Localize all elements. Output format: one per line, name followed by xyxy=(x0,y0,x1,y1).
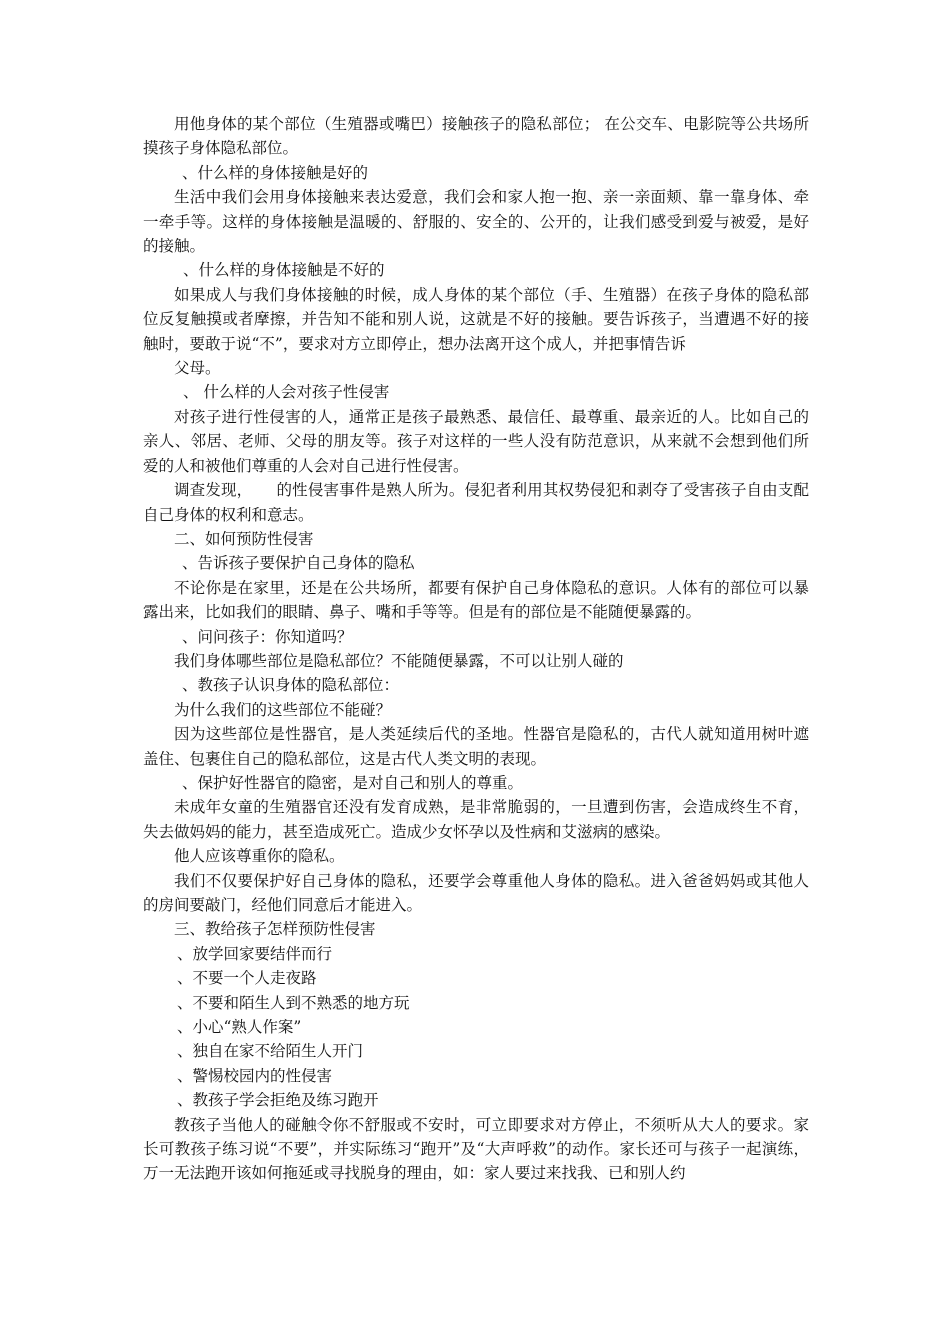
paragraph-which-parts: 我们身体哪些部位是隐私部位？不能随便暴露，不可以让别人碰的 xyxy=(174,651,624,670)
list-item-1: 、放学回家要结伴而行 xyxy=(177,944,333,963)
section-heading-2: 二、如何预防性侵害 xyxy=(174,529,314,548)
paragraph-who-offends: 对孩子进行性侵害的人，通常正是孩子最熟悉、最信任、最尊重、最亲近的人。比如自己的亲人、邻居、老师、父母的朋友等。孩子对这样的一些人没有防范意识，从来就不会想到他们所爱的人和被他们尊重的人会对自己进行性侵害。 xyxy=(143,407,809,475)
paragraph-others-respect: 他人应该尊重你的隐私。 xyxy=(174,847,345,866)
paragraph-good-touch: 生活中我们会用身体接触来表达爱意，我们会和家人抱一抱、亲一亲面颊、靠一靠身体、牵一牵手等。这样的身体接触是温暖的、舒服的、安全的、公开的，让我们感受到爱与被爱，是好的接触。 xyxy=(143,188,809,256)
paragraph-protect-privacy: 不论你是在家里，还是在公共场所，都要有保护自己身体隐私的意识。人体有的部位可以暴露出来，比如我们的眼睛、鼻子、嘴和手等等。但是有的部位是不能随便暴露的。 xyxy=(143,578,809,622)
list-item-2: 、不要一个人走夜路 xyxy=(177,969,317,988)
survey-lead: 调查发现， xyxy=(174,481,253,500)
paragraph-bad-touch: 如果成人与我们身体接触的时候，成人身体的某个部位（手、生殖器）在孩子身体的隐私部位反复触摸或者摩擦，并告知不能和别人说，这就是不好的接触。要告诉孩子，当遭遇不好的接触时，要敢于说“不”，要求对方立即停止，想办法离开这个成人，并把事情告诉 xyxy=(143,285,809,353)
paragraph-practice: 教孩子当他人的碰触令你不舒服或不安时，可立即要求对方停止，不须听从大人的要求。家长可教孩子练习说“不要”，并实际练习“跑开”及“大声呼救”的动作。家长还可与孩子一起演练，万一无法跑开该如何拖延或寻找脱身的理由，如：家人要过来找我、已和别人约 xyxy=(143,1115,809,1183)
heading-good-touch: 、什么样的身体接触是好的 xyxy=(182,163,369,182)
paragraph-1: 用他身体的某个部位（生殖器或嘴巴）接触孩子的隐私部位； 在公交车、电影院等公共场所摸孩子身体隐私部位。 xyxy=(143,115,809,158)
heading-who-offends: 、 什么样的人会对孩子性侵害 xyxy=(183,383,390,402)
paragraph-minors: 未成年女童的生殖器官还没有发育成熟，是非常脆弱的，一旦遭到伤害，会造成终生不育，失去做妈妈的能力，甚至造成死亡。造成少女怀孕以及性病和艾滋病的感染。 xyxy=(143,798,809,841)
list-item-5: 、独自在家不给陌生人开门 xyxy=(177,1042,364,1061)
list-item-7: 、教孩子学会拒绝及练习跑开 xyxy=(177,1091,379,1110)
paragraph-parents: 父母。 xyxy=(174,359,221,378)
survey-rest: 的性侵害事件是熟人所为。侵犯者利用其权势侵犯和剥夺了受害孩子自由支配自己身体的权利和意志。 xyxy=(143,481,809,524)
heading-teach-private-parts: 、教孩子认识身体的隐私部位： xyxy=(182,676,400,695)
paragraph-respect-others: 我们不仅要保护好自己身体的隐私，还要学会尊重他人身体的隐私。进入爸爸妈妈或其他人的房间要敲门，经他们同意后才能进入。 xyxy=(143,871,809,914)
heading-protect-privacy: 、告诉孩子要保护自己身体的隐私 xyxy=(182,554,415,573)
list-item-3: 、不要和陌生人到不熟悉的地方玩 xyxy=(177,993,410,1012)
paragraph-why-not-touch: 为什么我们的这些部位不能碰？ xyxy=(174,700,392,719)
paragraph-sex-organs: 因为这些部位是性器官，是人类延续后代的圣地。性器官是隐私的，古代人就知道用树叶遮盖住、包裹住自己的隐私部位，这是古代人类文明的表现。 xyxy=(143,725,809,768)
heading-bad-touch: 、什么样的身体接触是不好的 xyxy=(183,261,385,280)
document-page xyxy=(143,112,809,1186)
list-item-4: 、小心“熟人作案” xyxy=(177,1018,302,1037)
heading-respect: 、保护好性器官的隐密，是对自己和别人的尊重。 xyxy=(182,773,524,792)
section-heading-3: 三、教给孩子怎样预防性侵害 xyxy=(174,920,376,939)
list-item-6: 、警惕校园内的性侵害 xyxy=(177,1066,333,1085)
paragraph-survey xyxy=(143,478,809,527)
heading-ask-child: 、问问孩子：你知道吗？ xyxy=(182,627,353,646)
